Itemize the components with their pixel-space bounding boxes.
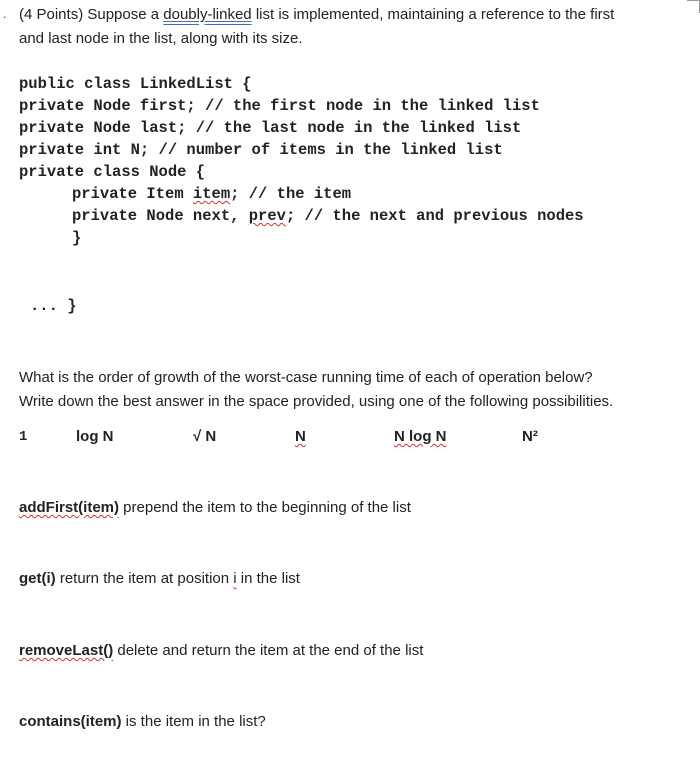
code-prev-name: prev	[248, 207, 286, 225]
code-class-decl: public class LinkedList {	[19, 75, 252, 93]
code-node-close: }	[72, 229, 82, 247]
desc-contains: is the item in the list?	[121, 713, 266, 730]
method-get: get(i)	[19, 570, 56, 587]
option-n: N	[295, 428, 306, 445]
code-next-suffix: ; // the next and previous nodes	[285, 207, 584, 225]
points-label: (4 Points)	[19, 6, 84, 23]
option-n-log-n: N log N	[394, 428, 447, 445]
desc-get-b: in the list	[236, 570, 300, 587]
option-constant: 1	[19, 429, 28, 445]
desc-add-first: prepend the item to the beginning of the list	[119, 499, 411, 516]
question-intro-line1	[19, 5, 614, 25]
operation-add-first	[19, 498, 411, 518]
method-remove-last: removeLast()	[19, 642, 114, 659]
question-intro-line2: and last node in the list, along with its size.	[19, 30, 303, 47]
code-next-prefix: private Node next,	[72, 207, 249, 225]
intro-text-b: list is implemented, maintaining a reference to the first	[251, 6, 615, 23]
list-bullet: .	[3, 6, 7, 21]
code-node-links	[72, 205, 584, 227]
operation-remove-last	[19, 641, 423, 661]
instructions-line1: What is the order of growth of the worst-case running time of each of operation below?	[19, 369, 593, 386]
code-field-n: private int N; // number of items in the linked list	[19, 141, 503, 159]
page-corner-mark	[687, 0, 700, 13]
code-node-item	[72, 183, 351, 205]
instructions-line2: Write down the best answer in the space provided, using one of the following possibilities.	[19, 393, 614, 410]
option-sqrt-n: √ N	[193, 428, 217, 445]
operation-contains	[19, 712, 266, 732]
code-field-first: private Node first; // the first node in the linked list	[19, 97, 540, 115]
desc-get-i: i	[233, 570, 237, 587]
option-n-squared: N²	[522, 428, 538, 445]
code-item-suffix: ; // the item	[230, 185, 352, 203]
operation-get	[19, 569, 300, 589]
method-contains: contains(item)	[19, 713, 122, 730]
term-doubly-linked: doubly-linked	[163, 6, 252, 23]
method-add-first: addFirst(item)	[19, 499, 120, 516]
intro-text-a: Suppose a	[83, 6, 164, 23]
option-log-n: log N	[76, 428, 114, 445]
code-field-last: private Node last; // the last node in the linked list	[19, 119, 522, 137]
desc-remove-last: delete and return the item at the end of the list	[113, 642, 424, 659]
code-ellipsis-close: ... }	[30, 297, 77, 315]
code-item-prefix: private Item	[72, 185, 193, 203]
code-node-decl: private class Node {	[19, 163, 206, 181]
code-item-name: item	[192, 185, 231, 203]
desc-get-a: return the item at position	[55, 570, 234, 587]
